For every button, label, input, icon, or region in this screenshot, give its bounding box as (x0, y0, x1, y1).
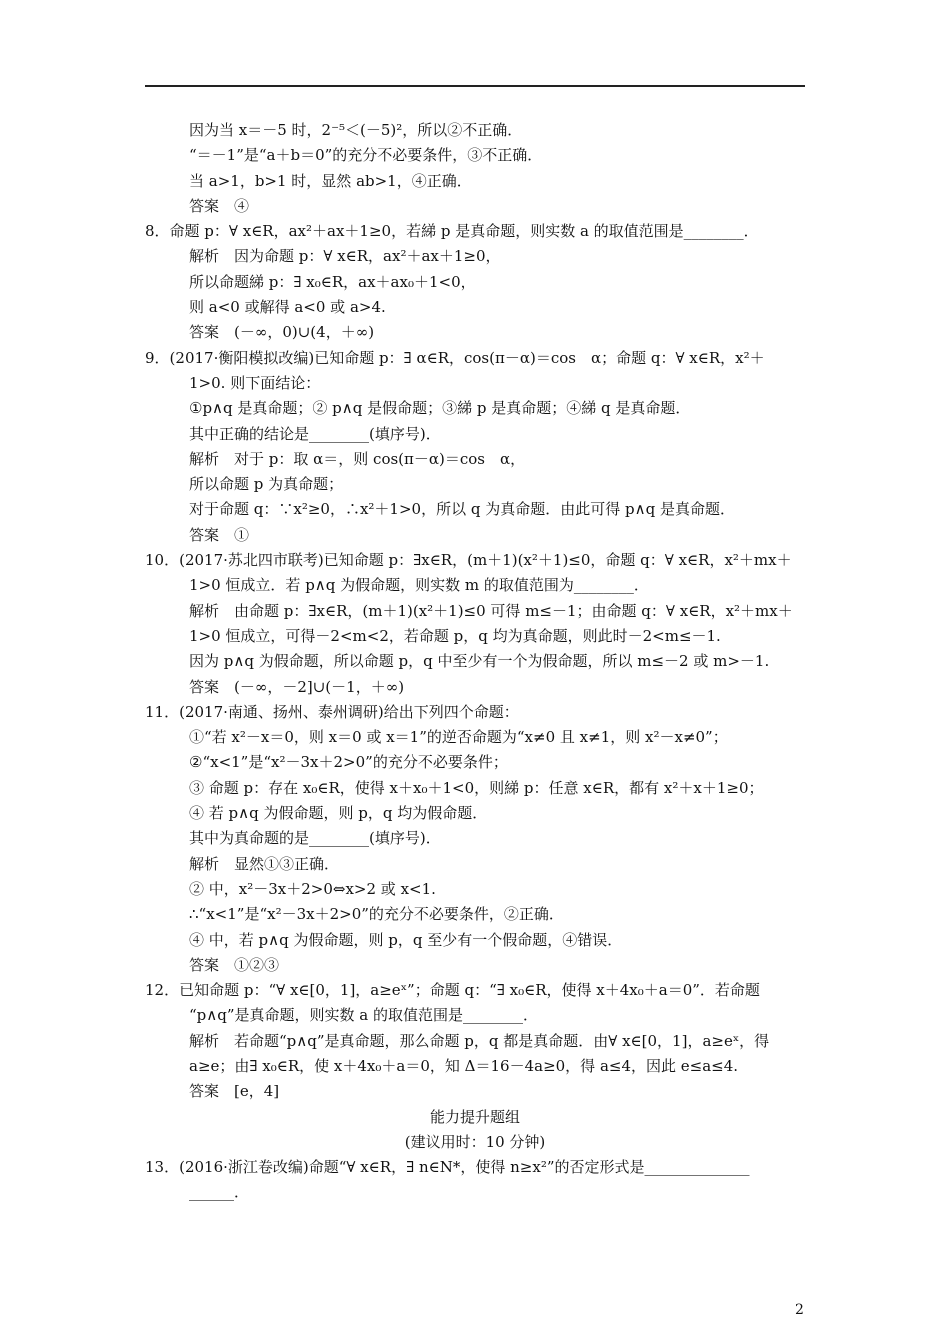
text-line: 解析 显然①③正确． (189, 854, 340, 873)
header-rule (145, 85, 805, 87)
text-line: ______． (189, 1183, 250, 1202)
text-line: 解析 对于 p：取 α＝，则 cos(π－α)＝cos α， (189, 449, 526, 468)
text-line: 11．(2017·南通、扬州、泰州调研)给出下列四个命题： (145, 702, 519, 721)
section-heading: 能力提升题组 (429, 1107, 520, 1126)
text-line: 其中为真命题的是________(填序号)． (189, 829, 441, 848)
text-line: 解析 若命题“p∧q”是真命题，那么命题 p，q 都是真命题．由∀ x∈[0，1]，a≥eˣ，得 (189, 1031, 770, 1050)
text-line: “p∧q”是真命题，则实数 a 的取值范围是________． (189, 1006, 539, 1025)
text-line: 所以命题綈 p：∃ x₀∈R，ax＋ax₀＋1<0， (189, 272, 476, 291)
text-line: 12．已知命题 p：“∀ x∈[0，1]，a≥eˣ”；命题 q：“∃ x₀∈R，使得 x＋4x₀＋a＝0”．若命题 (145, 981, 760, 1000)
text-line: 其中正确的结论是________(填序号)． (189, 424, 441, 443)
text-line: 当 a>1，b>1 时，显然 ab>1，④正确． (189, 171, 472, 190)
text-line: 1>0 恒成立．若 p∧q 为假命题，则实数 m 的取值范围为________． (189, 576, 649, 595)
text-line: ∴“x<1”是“x²－3x＋2>0”的充分不必要条件，②正确． (189, 905, 564, 924)
text-line: 所以命题 p 为真命题； (189, 475, 344, 494)
text-line: 对于命题 q：∵x²≥0，∴x²＋1>0，所以 q 为真命题．由此可得 p∧q 是真命题． (189, 500, 735, 519)
text-line: ③ 命题 p：存在 x₀∈R，使得 x＋x₀＋1<0，则綈 p：任意 x∈R，都有 x²＋x＋1≥0； (189, 778, 764, 797)
text-line: ①p∧q 是真命题；② p∧q 是假命题；③綈 p 是真命题；④綈 q 是真命题． (189, 399, 691, 418)
text-line: 答案 [e，4] (189, 1082, 280, 1101)
text-line: 则 a<0 或解得 a<0 或 a>4. (189, 298, 386, 317)
text-line: 9．(2017·衡阳模拟改编)已知命题 p：∃ α∈R，cos(π－α)＝cos α；命题 q：∀ x∈R，x²＋ (145, 348, 765, 367)
text-line: 答案 (－∞，0)∪(4，＋∞) (189, 323, 375, 342)
text-line: ②“x<1”是“x²－3x＋2>0”的充分不必要条件； (189, 753, 508, 772)
text-line: 答案 ①②③ (189, 955, 280, 974)
text-line: 解析 由命题 p：∃x∈R，(m＋1)(x²＋1)≤0 可得 m≤－1；由命题 q：∀ x∈R，x²＋mx＋ (189, 601, 793, 620)
text-line: 1>0. 则下面结论： (189, 373, 321, 392)
text-line: ④ 若 p∧q 为假命题，则 p，q 均为假命题． (189, 804, 488, 823)
text-line: 13．(2016·浙江卷改编)命题“∀ x∈R，∃ n∈N*，使得 n≥x²”的否定形式是______________ (145, 1158, 750, 1177)
text-line: 答案 ① (189, 525, 250, 544)
page-number: 2 (795, 1302, 804, 1318)
text-line: 答案 (－∞，－2]∪(－1，＋∞) (189, 677, 405, 696)
document-body (145, 118, 805, 1206)
text-line: 10．(2017·苏北四市联考)已知命题 p：∃x∈R，(m＋1)(x²＋1)≤0，命题 q：∀ x∈R，x²＋mx＋ (145, 551, 792, 570)
text-line: 8．命题 p：∀ x∈R，ax²＋ax＋1≥0，若綈 p 是真命题，则实数 a 的取值范围是________． (145, 222, 759, 241)
text-line: 因为当 x＝－5 时，2⁻⁵＜(－5)²，所以②不正确． (189, 121, 523, 139)
text-line: a≥e；由∃ x₀∈R，使 x＋4x₀＋a＝0，知 Δ＝16－4a≥0，得 a≤4，因此 e≤a≤4. (189, 1056, 739, 1075)
section-heading: (建议用时：10 分钟) (404, 1132, 546, 1151)
text-line: 答案 ④ (189, 196, 250, 215)
text-line: ①“若 x²－x＝0，则 x＝0 或 x＝1”的逆否命题为“x≠0 且 x≠1，则 x²－x≠0”； (189, 728, 728, 747)
text-line: 1>0 恒成立，可得－2<m<2，若命题 p，q 均为真命题，则此时－2<m≤－1. (189, 626, 721, 645)
text-line: “＝－1”是“a＋b＝0”的充分不必要条件，③不正确． (189, 146, 543, 165)
text-line: 解析 因为命题 p：∀ x∈R，ax²＋ax＋1≥0， (189, 247, 501, 266)
text-line: ② 中，x²－3x＋2>0⇔x>2 或 x<1. (189, 879, 436, 898)
text-line: ④ 中，若 p∧q 为假命题，则 p，q 至少有一个假命题，④错误． (189, 930, 623, 949)
text-line: 因为 p∧q 为假命题，所以命题 p，q 中至少有一个为假命题，所以 m≤－2 或 m>－1. (189, 652, 770, 671)
